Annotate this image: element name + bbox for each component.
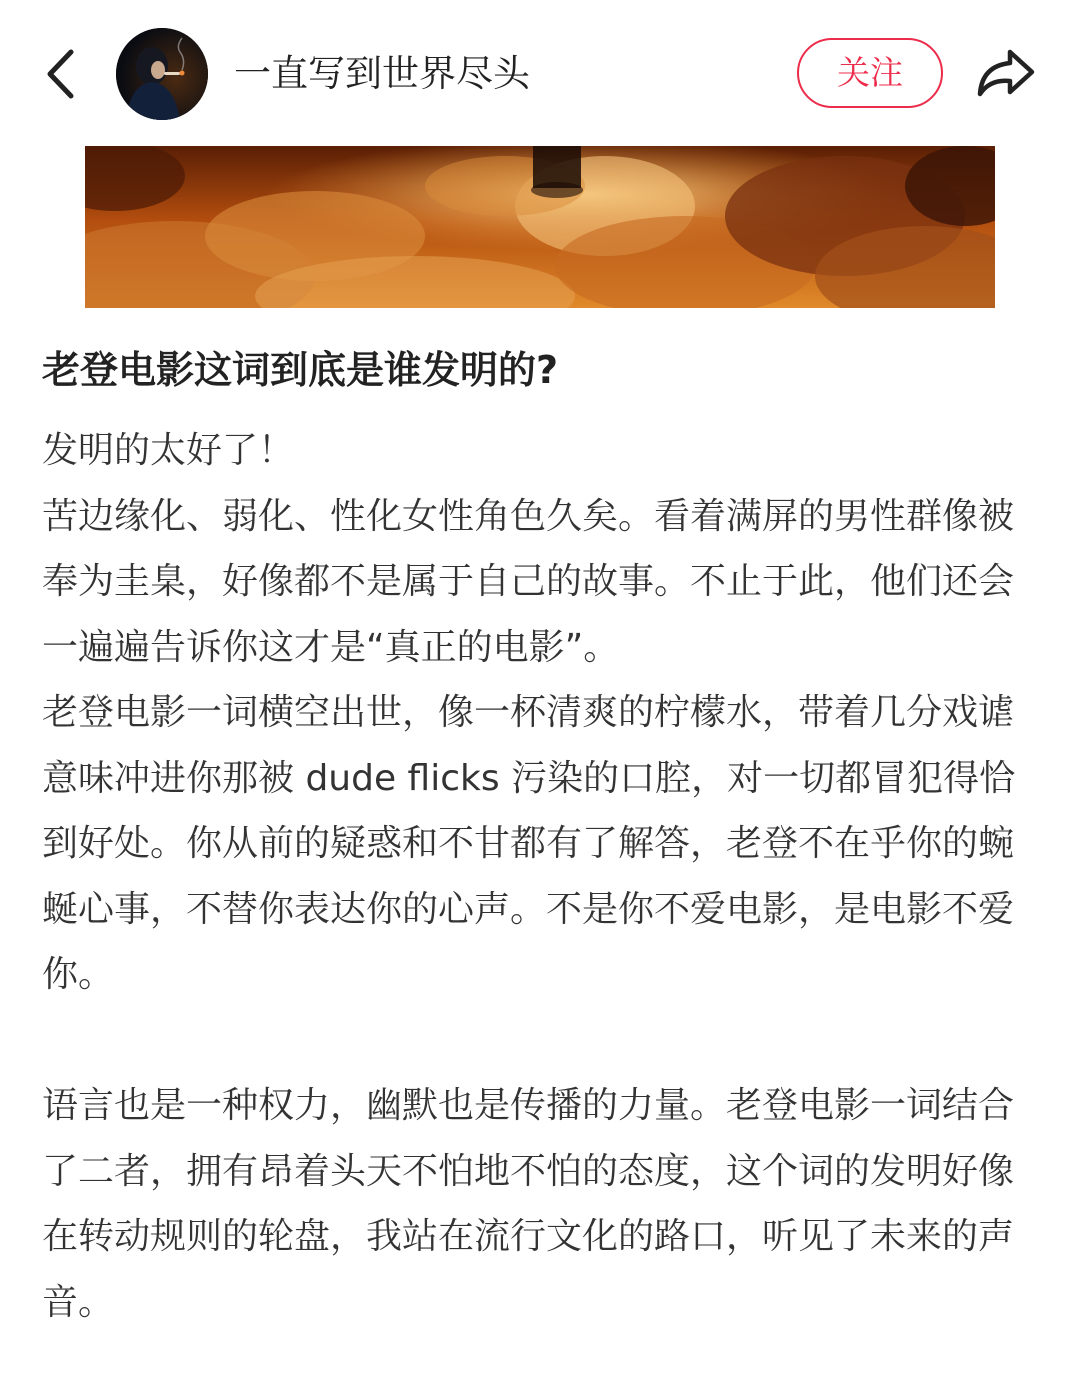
post-paragraph: 发明的太好了！ xyxy=(42,430,295,471)
avatar-photo-icon xyxy=(116,28,208,120)
author-name[interactable]: 一直写到世界尽头 xyxy=(234,52,530,95)
author-avatar[interactable] xyxy=(116,28,208,120)
top-bar xyxy=(0,0,1080,146)
cloud-sky-image xyxy=(85,146,995,308)
share-arrow-icon xyxy=(972,44,1038,104)
post-body xyxy=(42,418,1032,1335)
cover-image xyxy=(85,146,995,308)
follow-button[interactable]: 关注 xyxy=(797,38,943,108)
back-button[interactable] xyxy=(38,44,88,104)
post-paragraph: 老登电影一词横空出世，像一杯清爽的柠檬水，带着几分戏谑意味冲进你那被 dude flicks 污染的口腔，对一切都冒犯得恰到好处。你从前的疑惑和不甘都有了解答，老登不在乎你的蜿蜒心事，不替你表达你的心声。不是你不爱电影，是电影不爱你。 xyxy=(42,692,1016,995)
share-button[interactable] xyxy=(972,44,1038,104)
post-paragraph: 语言也是一种权力，幽默也是传播的力量。老登电影一词结合了二者，拥有昂着头天不怕地不怕的态度，这个词的发明好像在转动规则的轮盘，我站在流行文化的路口，听见了未来的声音。 xyxy=(42,1085,1015,1323)
post-title: 老登电影这词到底是谁发明的? xyxy=(42,348,559,392)
post-paragraph: 苦边缘化、弱化、性化女性角色久矣。看着满屏的男性群像被奉为圭臬，好像都不是属于自己的故事。不止于此，他们还会一遍遍告诉你这才是“真正的电影”。 xyxy=(42,495,1015,668)
chevron-left-icon xyxy=(38,44,88,104)
paragraph-spacer xyxy=(42,1008,1032,1074)
